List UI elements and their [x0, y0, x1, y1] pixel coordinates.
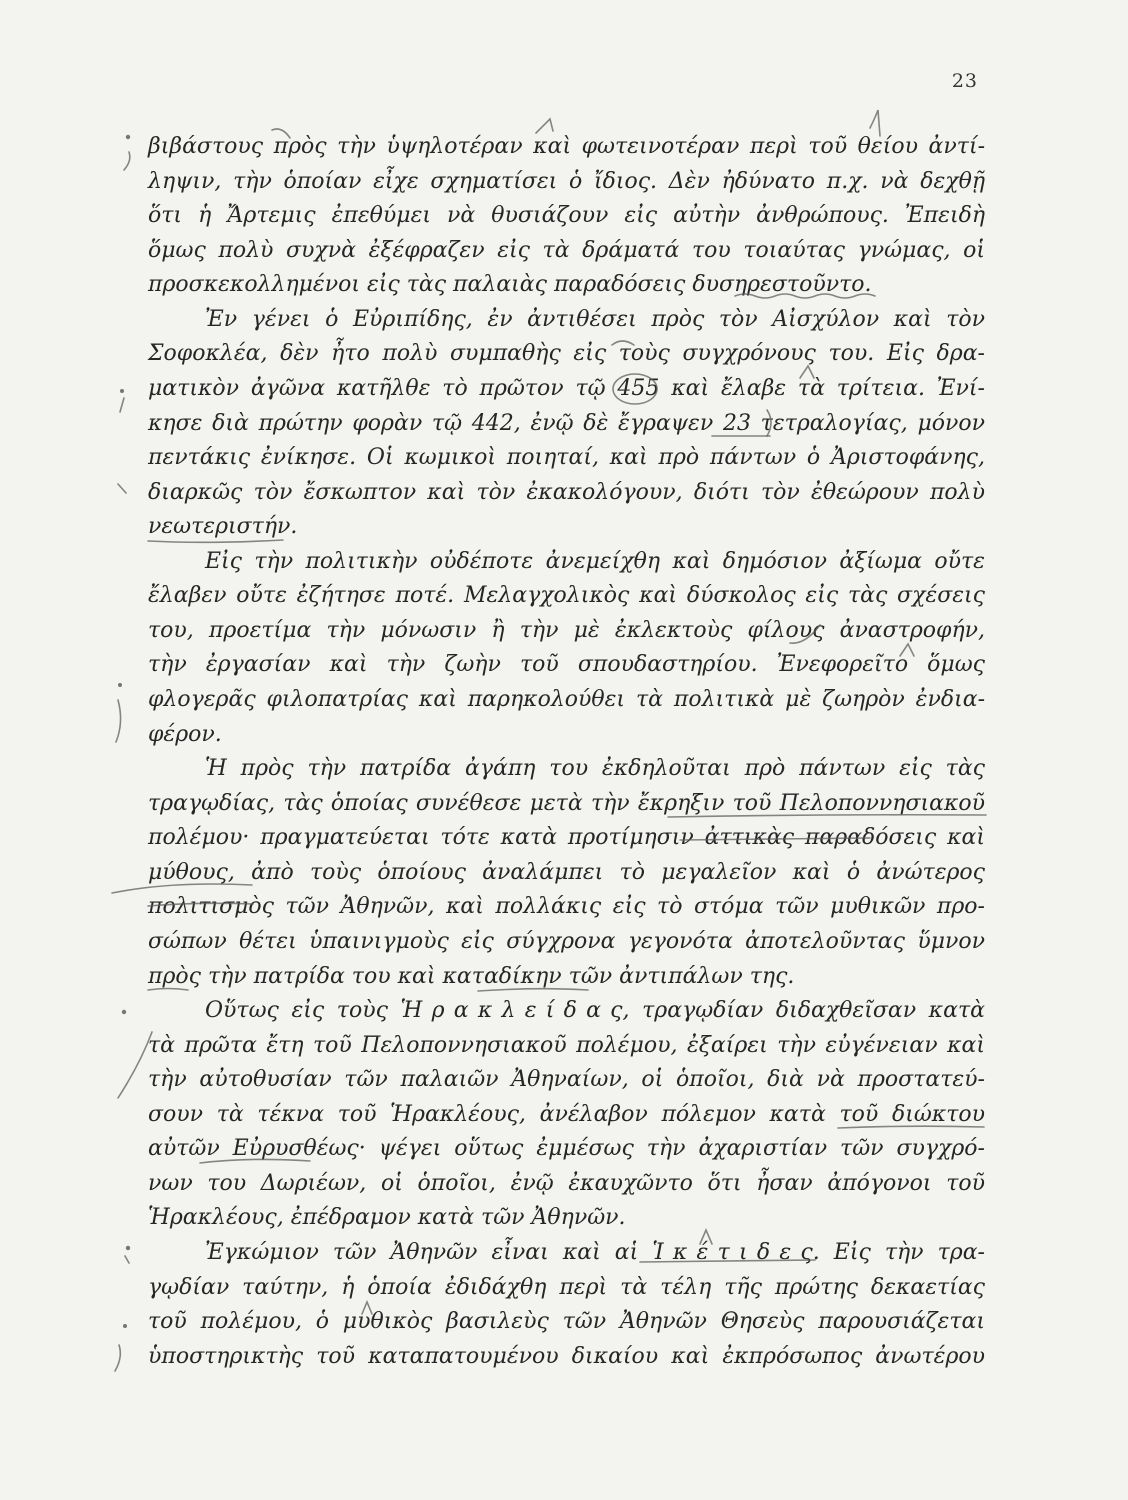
text-line: Ἡρακλέους, ἐπέδραμον κατὰ τῶν Ἀθηνῶν. — [148, 1205, 626, 1231]
text-segment: Ἐγκώμιον τῶν Ἀθηνῶν εἶναι καὶ αἱ — [205, 1240, 653, 1265]
text-line: διαρκῶς τὸν ἔσκωπτον καὶ τὸν ἐκακολόγουν, διότι τὸν ἐθεώρουν πολὺ — [148, 479, 985, 505]
text-line: νεωτεριστήν. — [148, 514, 298, 540]
text-line: ματικὸν ἀγῶνα κατῆλθε τὸ πρῶτον τῷ 455 καὶ ἔλαβε τὰ τρίτεια. Ἐνί- — [148, 375, 985, 401]
text-line: σώπων θέτει ὑπαινιγμοὺς εἰς σύγχρονα γεγονότα ἀποτελοῦντας ὕμνον — [148, 928, 985, 954]
body-text — [148, 130, 985, 1374]
text-line: Ἐν γένει ὁ Εὐριπίδης, ἐν ἀντιθέσει πρὸς τὸν Αἰσχύλον καὶ τὸν — [205, 306, 985, 332]
margin-dot-mark — [120, 389, 124, 393]
margin-tick-mark — [120, 398, 124, 412]
text-line: Σοφοκλέα, δὲν ἦτο πολὺ συμπαθὴς εἰς τοὺς συγχρόνους του. Εἰς δρα- — [148, 341, 985, 367]
text-line: ὅμως πολὺ συχνὰ ἐξέφραζεν εἰς τὰ δράματά του τοιαύτας γνώμας, οἱ — [148, 237, 985, 263]
text-line: τοῦ πολέμου, ὁ μυθικὸς βασιλεὺς τῶν Ἀθηνῶν Θησεὺς παρουσιάζεται — [148, 1309, 985, 1335]
text-line: ληψιν, τὴν ὁποίαν εἶχε σχηματίσει ὁ ἴδιος. Δὲν ἠδύνατο π.χ. νὰ δεχθῇ — [148, 168, 985, 194]
margin-bracket-mark — [115, 1345, 120, 1371]
margin-dot-mark — [122, 1010, 126, 1014]
spaced-title: Ἡρακλείδας — [400, 998, 632, 1024]
paragraph — [148, 303, 985, 545]
text-line: του, προετίμα τὴν μόνωσιν ἢ τὴν μὲ ἐκλεκτοὺς φίλους ἀναστροφήν, — [148, 617, 985, 643]
text-line: τραγῳδίας, τὰς ὁποίας συνέθεσε μετὰ τὴν ἔκρηξιν τοῦ Πελοποννησιακοῦ — [148, 790, 985, 816]
text-line: φέρον. — [148, 721, 222, 747]
text-line — [148, 1236, 985, 1271]
margin-dot-mark — [118, 683, 122, 687]
text-line: τὴν αὐτοθυσίαν τῶν παλαιῶν Ἀθηναίων, οἱ ὁποῖοι, διὰ νὰ προστατεύ- — [148, 1067, 985, 1093]
spaced-title: Ἱκέτιδες — [652, 1240, 822, 1265]
margin-slash-mark — [118, 1032, 152, 1098]
text-line: ἔλαβεν οὔτε ἐζήτησε ποτέ. Μελαγχολικὸς καὶ δύσκολος εἰς τὰς σχέσεις — [148, 583, 985, 609]
margin-tick-mark — [125, 1256, 129, 1263]
paragraph — [148, 545, 985, 752]
text-line: ὑποστηρικτὴς τοῦ καταπατουμένου δικαίου καὶ ἐκπρόσωπος ἀνωτέρου — [148, 1343, 985, 1369]
text-line: Ἡ πρὸς τὴν πατρίδα ἀγάπη του ἐκδηλοῦται πρὸ πάντων εἰς τὰς — [205, 756, 985, 782]
margin-dot-mark — [126, 135, 130, 139]
text-line — [148, 994, 985, 1029]
margin-bracket-mark — [116, 700, 121, 742]
text-line: τὴν ἐργασίαν καὶ τὴν ζωὴν τοῦ σπουδαστηρίου. Ἐνεφορεῖτο ὅμως — [148, 652, 985, 678]
text-line: προσκεκολλημένοι εἰς τὰς παλαιὰς παραδόσεις δυσηρεστοῦντο. — [148, 272, 872, 298]
text-segment: . Εἰς τὴν τρα- — [812, 1240, 985, 1265]
text-line: αὐτῶν Εὐρυσθέως· ψέγει οὕτως ἐμμέσως τὴν ἀχαριστίαν τῶν συγχρό- — [148, 1136, 985, 1162]
paragraph — [148, 1236, 985, 1374]
text-line: πολέμου· πραγματεύεται τότε κατὰ προτίμησιν ἀττικὰς παραδόσεις καὶ — [148, 825, 985, 851]
text-line: γῳδίαν ταύτην, ἡ ὁποία ἐδιδάχθη περὶ τὰ τέλη τῆς πρώτης δεκαετίας — [148, 1274, 985, 1300]
text-segment: , τραγῳδίαν διδαχθεῖσαν κατὰ — [622, 998, 985, 1024]
text-line: σουν τὰ τέκνα τοῦ Ἡρακλέους, ἀνέλαβον πόλεμον κατὰ τοῦ διώκτου — [148, 1101, 985, 1127]
text-line: τὰ πρῶτα ἔτη τοῦ Πελοποννησιακοῦ πολέμου, ἐξαίρει τὴν εὐγένειαν καὶ — [148, 1032, 985, 1058]
text-segment: Οὕτως εἰς τοὺς — [205, 998, 401, 1024]
page-number: 23 — [951, 70, 978, 92]
text-line: ὅτι ἡ Ἄρτεμις ἐπεθύμει νὰ θυσιάζουν εἰς αὐτὴν ἀνθρώπους. Ἐπειδὴ — [148, 203, 985, 229]
text-line: μύθους, ἀπὸ τοὺς ὁποίους ἀναλάμπει τὸ μεγαλεῖον καὶ ὁ ἀνώτερος — [148, 859, 985, 885]
text-line: νων του Δωριέων, οἱ ὁποῖοι, ἐνῷ ἐκαυχῶντο ὅτι ἦσαν ἀπόγονοι τοῦ — [148, 1170, 985, 1196]
text-line: κησε διὰ πρώτην φορὰν τῷ 442, ἐνῷ δὲ ἔγραψεν 23 τετραλογίας, μόνον — [148, 410, 985, 436]
margin-dot-mark — [126, 1246, 130, 1250]
text-line: βιβάστους πρὸς τὴν ὑψηλοτέραν καὶ φωτεινοτέραν περὶ τοῦ θείου ἀντί- — [148, 134, 985, 159]
margin-tick-mark — [118, 484, 126, 493]
text-line: πεντάκις ἐνίκησε. Οἱ κωμικοὶ ποιηταί, καὶ πρὸ πάντων ὁ Ἀριστοφάνης, — [148, 445, 985, 471]
paragraph — [148, 752, 985, 994]
text-line: πολιτισμὸς τῶν Ἀθηνῶν, καὶ πολλάκις εἰς τὸ στόμα τῶν μυθικῶν προ- — [148, 894, 985, 920]
paragraph — [148, 130, 985, 303]
text-line: πρὸς τὴν πατρίδα του καὶ καταδίκην τῶν ἀντιπάλων της. — [148, 963, 795, 989]
margin-dot-mark — [123, 1324, 127, 1328]
paragraph — [148, 994, 985, 1236]
text-line: φλογερᾶς φιλοπατρίας καὶ παρηκολούθει τὰ πολιτικὰ μὲ ζωηρὸν ἐνδια- — [148, 687, 985, 712]
margin-tick-mark — [124, 152, 130, 170]
text-line: Εἰς τὴν πολιτικὴν οὐδέποτε ἀνεμείχθη καὶ δημόσιον ἀξίωμα οὔτε — [205, 548, 985, 574]
